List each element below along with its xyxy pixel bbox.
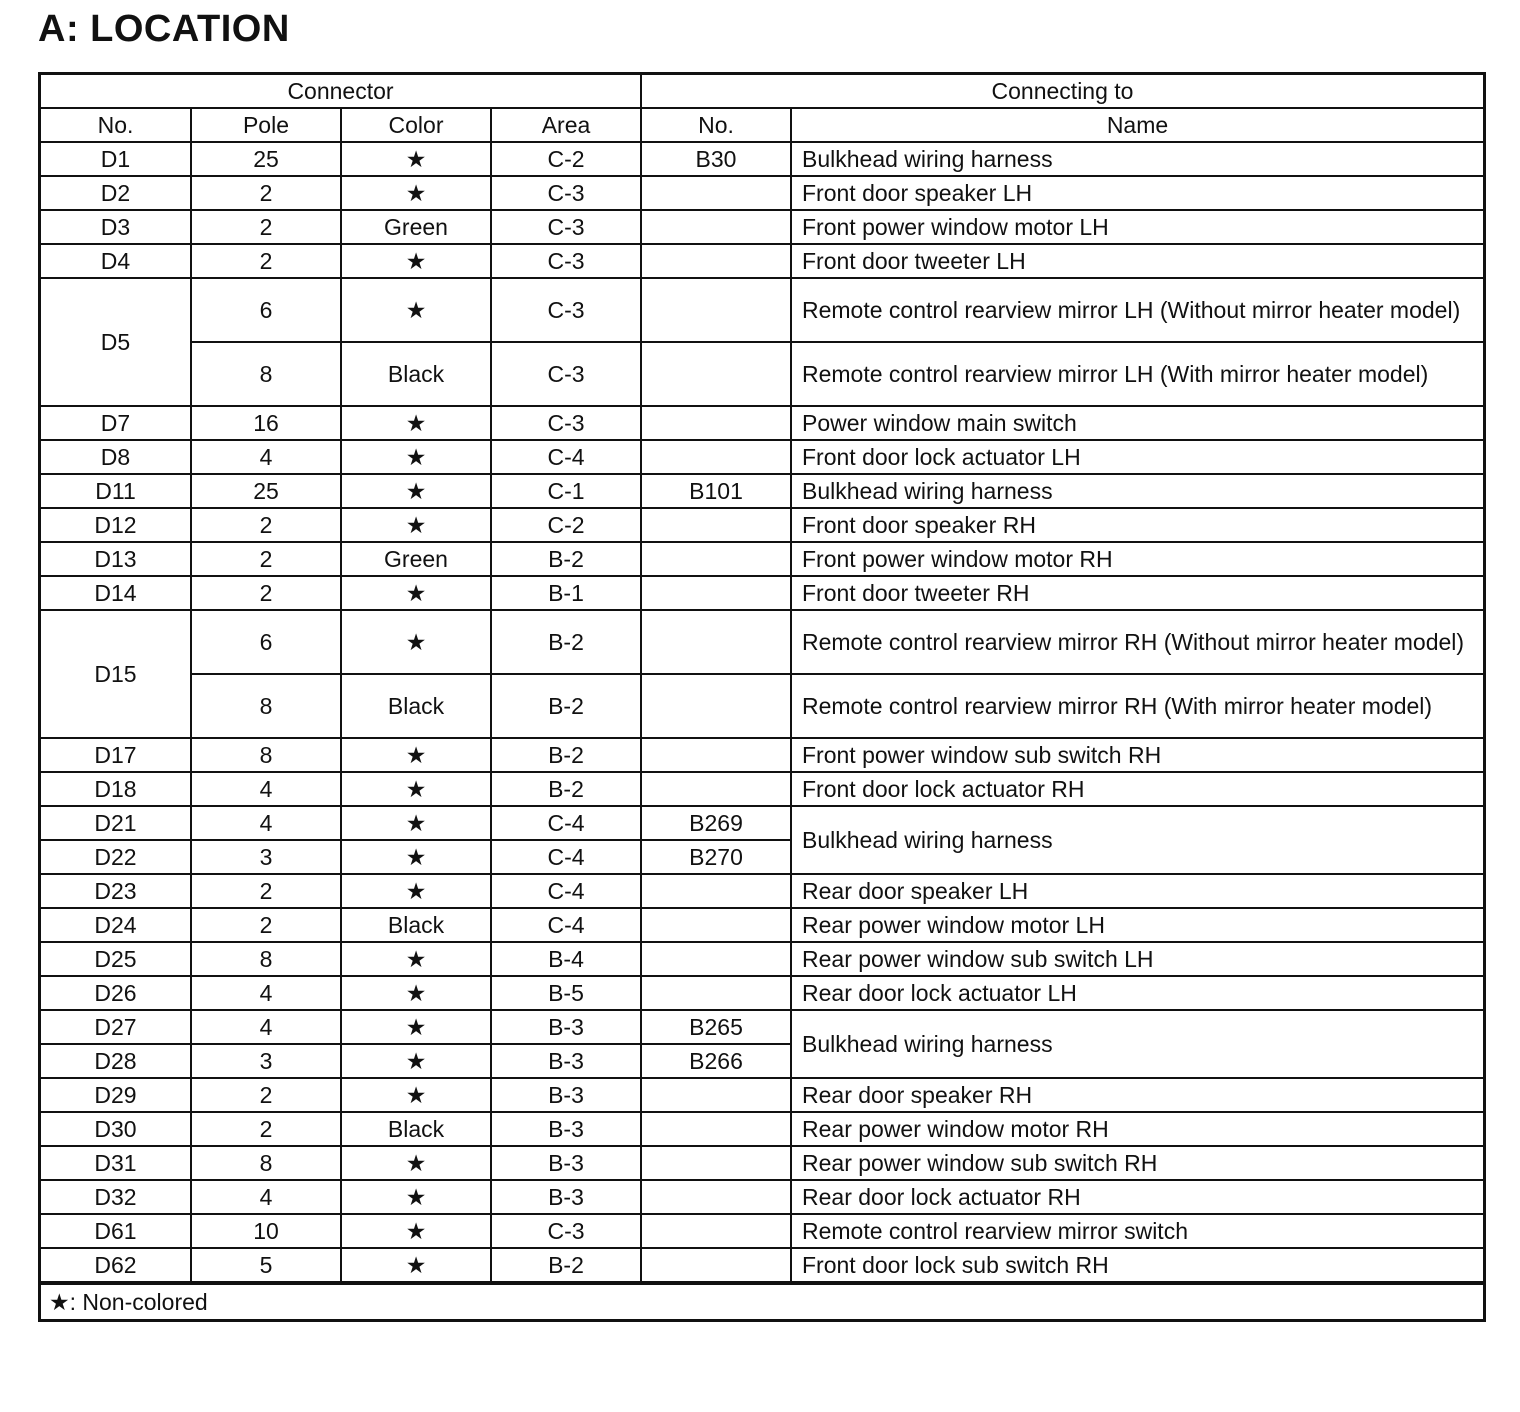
cell-color: ★	[341, 508, 491, 542]
table-row	[41, 1180, 1483, 1214]
cell-no: D30	[41, 1112, 191, 1146]
cell-pole: 2	[191, 1112, 341, 1146]
cell-to-no: B266	[641, 1044, 791, 1078]
cell-color: ★	[341, 244, 491, 278]
cell-to-no	[641, 908, 791, 942]
cell-name: Front power window sub switch RH	[791, 738, 1483, 772]
cell-no: D62	[41, 1248, 191, 1282]
cell-area: C-4	[491, 874, 641, 908]
cell-pole: 4	[191, 1010, 341, 1044]
cell-no: D3	[41, 210, 191, 244]
cell-pole: 25	[191, 142, 341, 176]
footnote: ★: Non-colored	[41, 1283, 1483, 1319]
cell-pole: 8	[191, 738, 341, 772]
table-row	[41, 342, 1483, 406]
table-row	[41, 176, 1483, 210]
cell-pole: 16	[191, 406, 341, 440]
cell-pole: 2	[191, 1078, 341, 1112]
cell-to-no	[641, 674, 791, 738]
table-row	[41, 1146, 1483, 1180]
cell-color: ★	[341, 142, 491, 176]
cell-color: ★	[341, 474, 491, 508]
cell-pole: 8	[191, 942, 341, 976]
cell-pole: 2	[191, 176, 341, 210]
cell-area: C-3	[491, 1214, 641, 1248]
cell-name: Remote control rearview mirror switch	[791, 1214, 1483, 1248]
cell-no: D28	[41, 1044, 191, 1078]
cell-name: Front door tweeter RH	[791, 576, 1483, 610]
cell-pole: 2	[191, 244, 341, 278]
cell-no: D24	[41, 908, 191, 942]
cell-to-no	[641, 874, 791, 908]
cell-area: B-3	[491, 1044, 641, 1078]
cell-no: D18	[41, 772, 191, 806]
table-row	[41, 142, 1483, 176]
cell-to-no	[641, 210, 791, 244]
cell-to-no	[641, 1112, 791, 1146]
cell-pole: 10	[191, 1214, 341, 1248]
cell-name: Bulkhead wiring harness	[791, 806, 1483, 874]
cell-area: B-2	[491, 542, 641, 576]
cell-no: D29	[41, 1078, 191, 1112]
cell-pole: 3	[191, 1044, 341, 1078]
cell-pole: 2	[191, 542, 341, 576]
cell-to-no: B30	[641, 142, 791, 176]
cell-area: C-4	[491, 840, 641, 874]
cell-area: B-2	[491, 772, 641, 806]
cell-color: ★	[341, 840, 491, 874]
cell-color: Green	[341, 542, 491, 576]
cell-pole: 2	[191, 210, 341, 244]
cell-to-no	[641, 576, 791, 610]
cell-no: D2	[41, 176, 191, 210]
cell-area: B-2	[491, 674, 641, 738]
column-header-to-no: No.	[641, 108, 791, 142]
cell-name: Rear power window sub switch LH	[791, 942, 1483, 976]
cell-no: D31	[41, 1146, 191, 1180]
cell-no: D8	[41, 440, 191, 474]
cell-area: B-3	[491, 1146, 641, 1180]
cell-no: D13	[41, 542, 191, 576]
cell-no: D27	[41, 1010, 191, 1044]
cell-area: B-4	[491, 942, 641, 976]
cell-color: ★	[341, 1044, 491, 1078]
cell-to-no	[641, 542, 791, 576]
cell-to-no	[641, 1180, 791, 1214]
cell-pole: 5	[191, 1248, 341, 1282]
cell-area: B-1	[491, 576, 641, 610]
cell-no: D17	[41, 738, 191, 772]
table-row	[41, 772, 1483, 806]
cell-to-no	[641, 1248, 791, 1282]
table-row	[41, 738, 1483, 772]
cell-area: B-2	[491, 738, 641, 772]
cell-pole: 4	[191, 1180, 341, 1214]
cell-no: D11	[41, 474, 191, 508]
cell-name: Remote control rearview mirror RH (With mirror heater model)	[791, 674, 1483, 738]
cell-color: ★	[341, 1180, 491, 1214]
cell-color: ★	[341, 1146, 491, 1180]
cell-pole: 4	[191, 976, 341, 1010]
cell-no: D26	[41, 976, 191, 1010]
cell-to-no	[641, 508, 791, 542]
cell-pole: 6	[191, 278, 341, 342]
cell-color: ★	[341, 278, 491, 342]
cell-to-no: B269	[641, 806, 791, 840]
table-row	[41, 1078, 1483, 1112]
cell-pole: 8	[191, 674, 341, 738]
group-header-row	[41, 75, 1483, 108]
cell-name: Bulkhead wiring harness	[791, 1010, 1483, 1078]
cell-pole: 4	[191, 440, 341, 474]
cell-to-no	[641, 176, 791, 210]
cell-name: Remote control rearview mirror LH (Without mirror heater model)	[791, 278, 1483, 342]
column-header-color: Color	[341, 108, 491, 142]
cell-area: C-3	[491, 406, 641, 440]
cell-no: D15	[41, 610, 191, 738]
column-header-pole: Pole	[191, 108, 341, 142]
cell-to-no	[641, 942, 791, 976]
cell-pole: 8	[191, 1146, 341, 1180]
table-row	[41, 406, 1483, 440]
table-row	[41, 610, 1483, 674]
cell-color: ★	[341, 576, 491, 610]
cell-area: B-3	[491, 1078, 641, 1112]
cell-color: ★	[341, 1214, 491, 1248]
cell-pole: 2	[191, 908, 341, 942]
cell-pole: 4	[191, 772, 341, 806]
cell-area: B-3	[491, 1180, 641, 1214]
connector-group-header: Connector	[41, 75, 641, 108]
cell-color: ★	[341, 942, 491, 976]
column-header-no: No.	[41, 108, 191, 142]
table-row	[41, 542, 1483, 576]
cell-name: Front door lock sub switch RH	[791, 1248, 1483, 1282]
table-row	[41, 278, 1483, 342]
table-row	[41, 976, 1483, 1010]
cell-no: D22	[41, 840, 191, 874]
cell-no: D25	[41, 942, 191, 976]
cell-color: ★	[341, 176, 491, 210]
cell-name: Rear power window motor RH	[791, 1112, 1483, 1146]
cell-pole: 2	[191, 508, 341, 542]
cell-pole: 8	[191, 342, 341, 406]
cell-area: C-2	[491, 508, 641, 542]
cell-area: C-4	[491, 806, 641, 840]
cell-color: ★	[341, 1078, 491, 1112]
cell-to-no: B101	[641, 474, 791, 508]
cell-name: Rear power window sub switch RH	[791, 1146, 1483, 1180]
cell-to-no	[641, 342, 791, 406]
table-row	[41, 1214, 1483, 1248]
cell-color: Green	[341, 210, 491, 244]
cell-color: ★	[341, 610, 491, 674]
cell-area: C-3	[491, 342, 641, 406]
cell-to-no	[641, 976, 791, 1010]
location-table-frame	[38, 72, 1486, 1322]
cell-color: ★	[341, 976, 491, 1010]
table-row	[41, 244, 1483, 278]
cell-name: Front door speaker RH	[791, 508, 1483, 542]
cell-no: D12	[41, 508, 191, 542]
cell-area: B-3	[491, 1112, 641, 1146]
cell-pole: 3	[191, 840, 341, 874]
cell-name: Bulkhead wiring harness	[791, 142, 1483, 176]
cell-color: ★	[341, 874, 491, 908]
cell-name: Bulkhead wiring harness	[791, 474, 1483, 508]
cell-pole: 2	[191, 576, 341, 610]
cell-name: Rear door lock actuator RH	[791, 1180, 1483, 1214]
cell-pole: 2	[191, 874, 341, 908]
cell-name: Front door lock actuator LH	[791, 440, 1483, 474]
table-row	[41, 1248, 1483, 1282]
table-row	[41, 942, 1483, 976]
cell-no: D21	[41, 806, 191, 840]
cell-name: Front power window motor LH	[791, 210, 1483, 244]
cell-name: Front door lock actuator RH	[791, 772, 1483, 806]
cell-area: C-4	[491, 908, 641, 942]
cell-color: ★	[341, 440, 491, 474]
cell-area: C-1	[491, 474, 641, 508]
cell-name: Front door speaker LH	[791, 176, 1483, 210]
cell-to-no	[641, 772, 791, 806]
table-row	[41, 210, 1483, 244]
cell-to-no	[641, 406, 791, 440]
cell-color: ★	[341, 406, 491, 440]
table-row	[41, 440, 1483, 474]
table-row	[41, 474, 1483, 508]
cell-name: Rear door speaker LH	[791, 874, 1483, 908]
column-header-name: Name	[791, 108, 1483, 142]
table-row	[41, 1010, 1483, 1044]
cell-area: B-2	[491, 1248, 641, 1282]
cell-no: D61	[41, 1214, 191, 1248]
connecting-to-group-header: Connecting to	[641, 75, 1483, 108]
cell-color: ★	[341, 1010, 491, 1044]
cell-name: Rear door lock actuator LH	[791, 976, 1483, 1010]
cell-area: C-3	[491, 210, 641, 244]
cell-area: C-2	[491, 142, 641, 176]
cell-no: D14	[41, 576, 191, 610]
cell-to-no: B270	[641, 840, 791, 874]
cell-name: Front power window motor RH	[791, 542, 1483, 576]
cell-name: Rear door speaker RH	[791, 1078, 1483, 1112]
cell-area: C-4	[491, 440, 641, 474]
cell-to-no	[641, 1214, 791, 1248]
cell-to-no	[641, 244, 791, 278]
table-row	[41, 1112, 1483, 1146]
cell-pole: 25	[191, 474, 341, 508]
table-row	[41, 908, 1483, 942]
table-row	[41, 508, 1483, 542]
cell-area: C-3	[491, 278, 641, 342]
cell-to-no	[641, 440, 791, 474]
page-title: A: LOCATION	[38, 8, 290, 50]
location-table	[41, 75, 1483, 1283]
cell-color: ★	[341, 738, 491, 772]
table-row	[41, 576, 1483, 610]
cell-to-no	[641, 1146, 791, 1180]
cell-no: D23	[41, 874, 191, 908]
cell-no: D5	[41, 278, 191, 406]
table-row	[41, 806, 1483, 840]
cell-area: B-2	[491, 610, 641, 674]
cell-to-no	[641, 610, 791, 674]
table-row	[41, 674, 1483, 738]
cell-no: D4	[41, 244, 191, 278]
cell-no: D7	[41, 406, 191, 440]
cell-color: ★	[341, 772, 491, 806]
cell-color: Black	[341, 1112, 491, 1146]
cell-color: ★	[341, 1248, 491, 1282]
cell-to-no	[641, 278, 791, 342]
cell-color: Black	[341, 342, 491, 406]
cell-no: D32	[41, 1180, 191, 1214]
cell-name: Remote control rearview mirror RH (Without mirror heater model)	[791, 610, 1483, 674]
cell-area: B-3	[491, 1010, 641, 1044]
cell-color: Black	[341, 908, 491, 942]
cell-area: C-3	[491, 244, 641, 278]
table-row	[41, 874, 1483, 908]
column-header-area: Area	[491, 108, 641, 142]
cell-pole: 6	[191, 610, 341, 674]
cell-area: C-3	[491, 176, 641, 210]
cell-color: Black	[341, 674, 491, 738]
cell-color: ★	[341, 806, 491, 840]
cell-area: B-5	[491, 976, 641, 1010]
cell-name: Rear power window motor LH	[791, 908, 1483, 942]
cell-no: D1	[41, 142, 191, 176]
cell-pole: 4	[191, 806, 341, 840]
cell-to-no	[641, 1078, 791, 1112]
column-header-row	[41, 108, 1483, 142]
cell-to-no: B265	[641, 1010, 791, 1044]
cell-to-no	[641, 738, 791, 772]
cell-name: Power window main switch	[791, 406, 1483, 440]
cell-name: Remote control rearview mirror LH (With mirror heater model)	[791, 342, 1483, 406]
cell-name: Front door tweeter LH	[791, 244, 1483, 278]
